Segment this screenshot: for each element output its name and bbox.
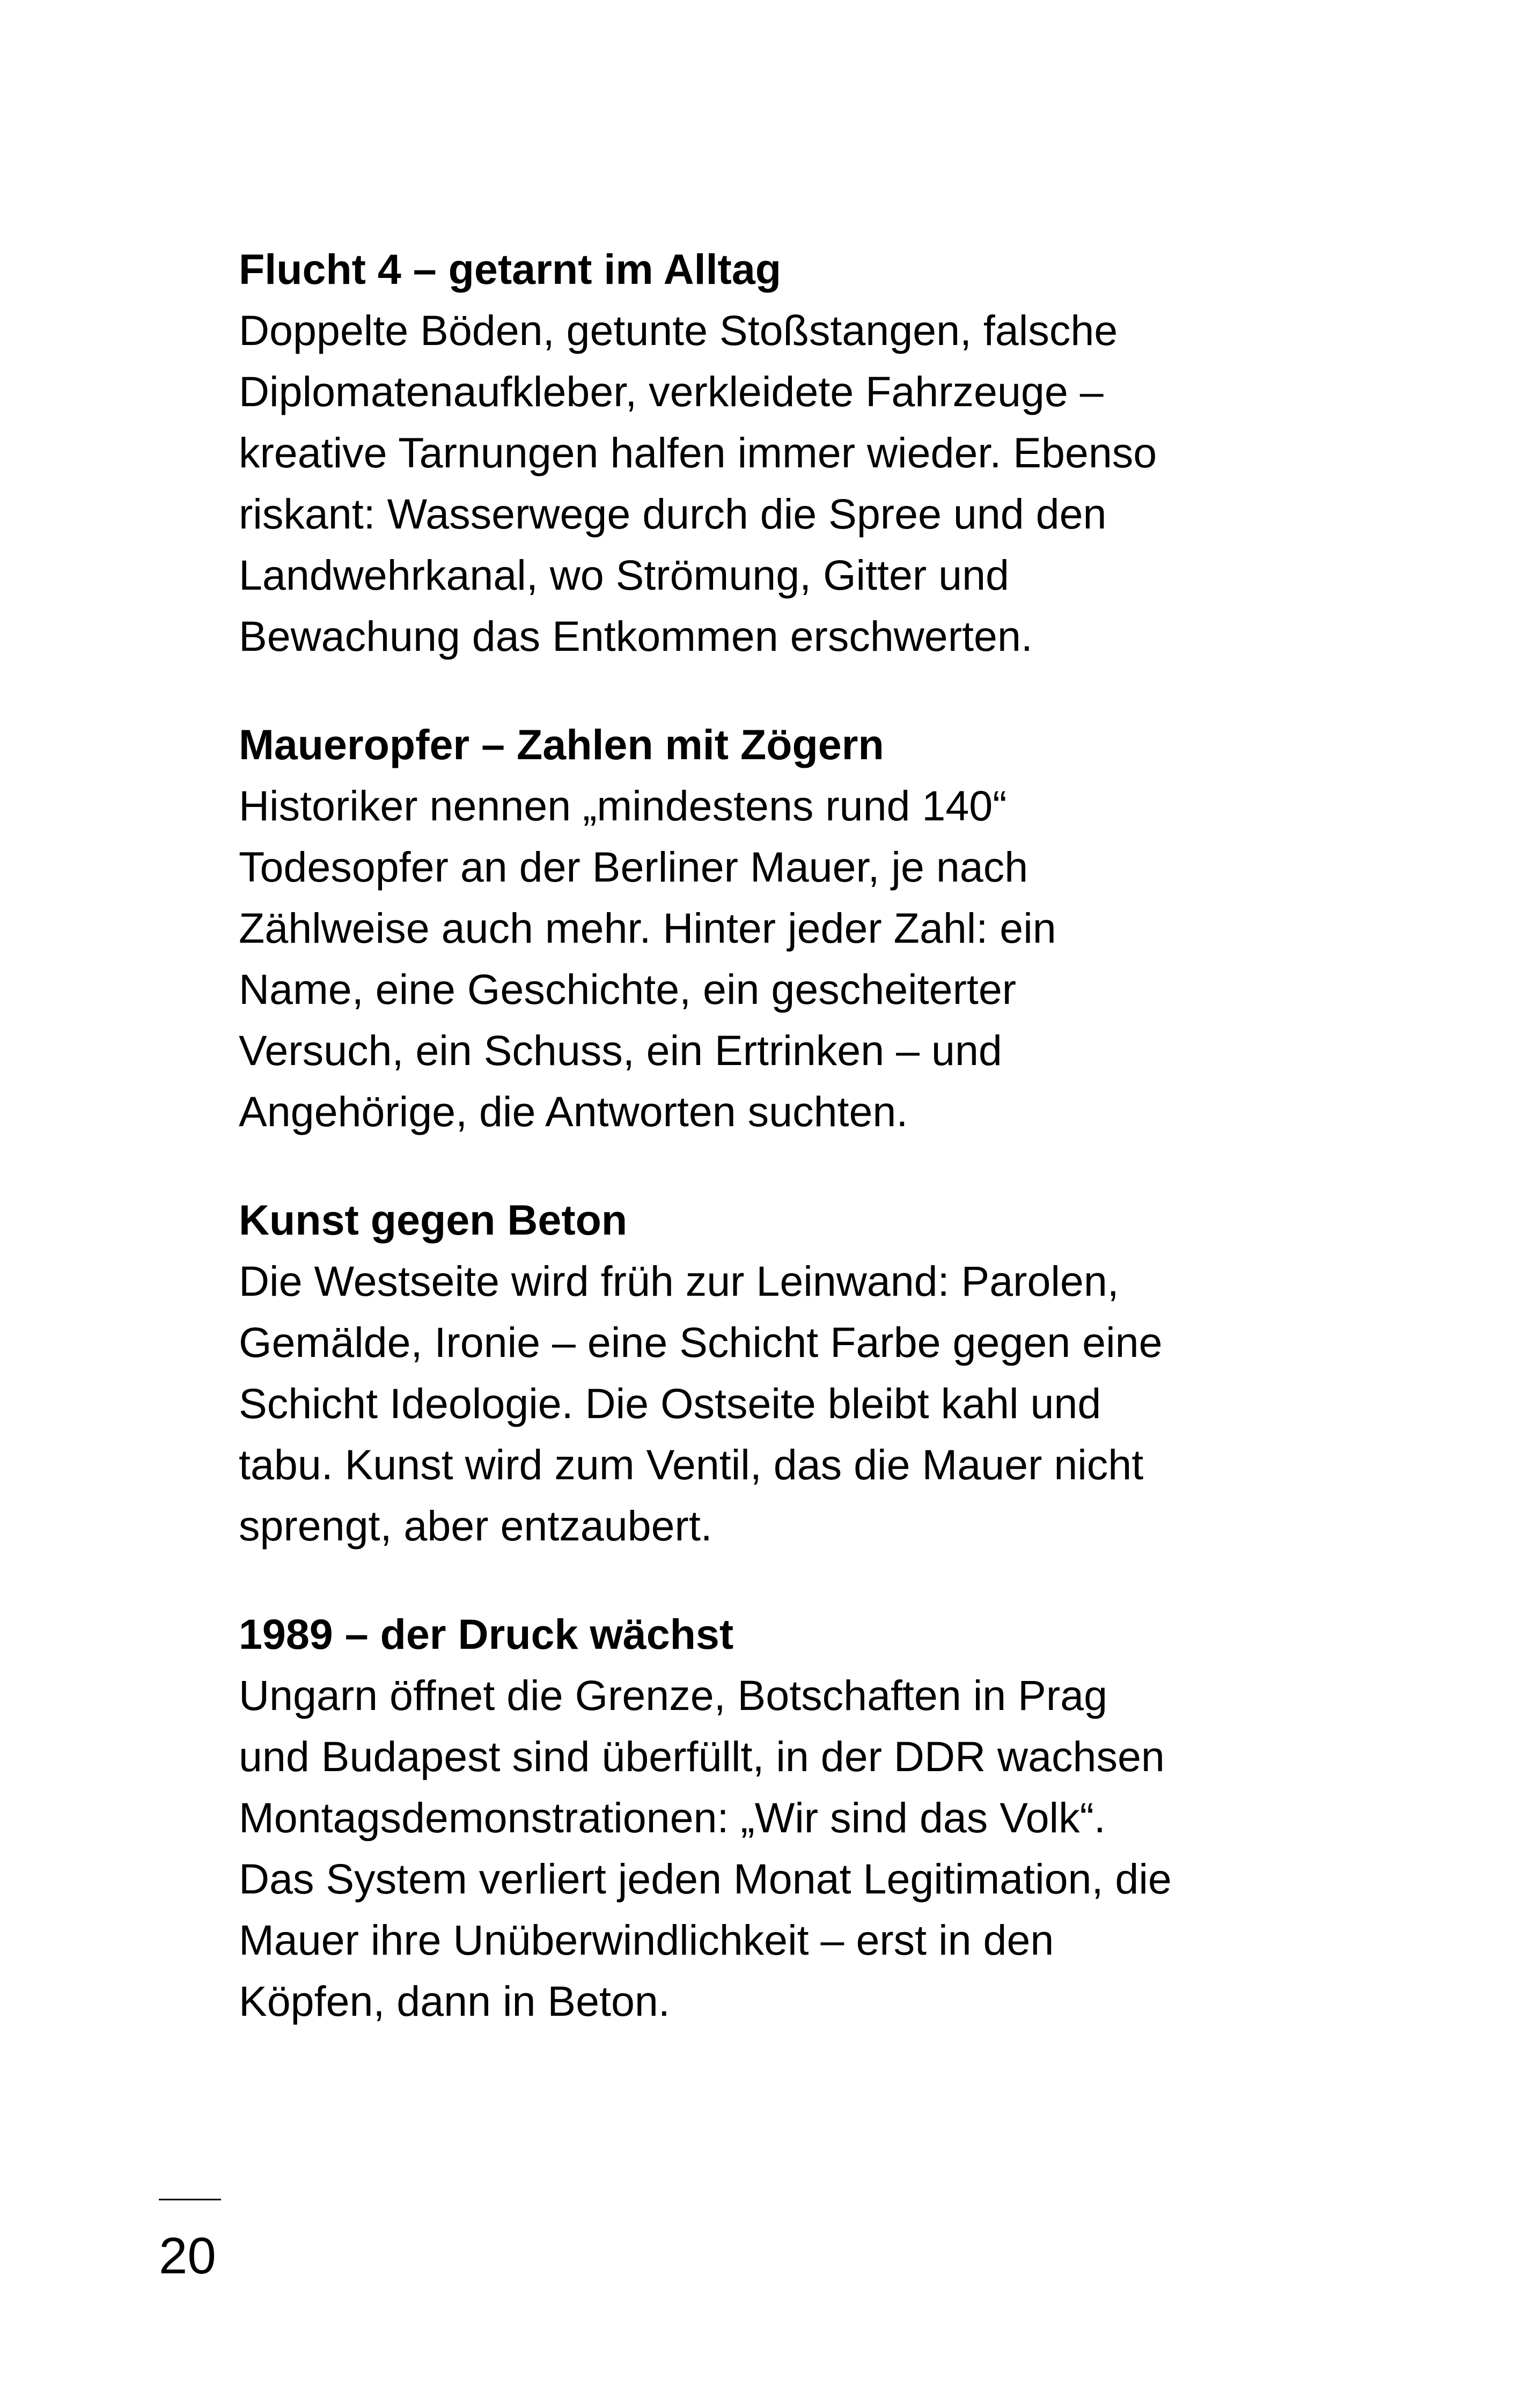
paragraph-line: Name, eine Geschichte, ein gescheiterter [239, 965, 1017, 1013]
footer-divider [159, 2199, 221, 2200]
paragraph-line: Angehörige, die Antworten suchten. [239, 1088, 908, 1135]
page-number: 20 [159, 2227, 216, 2285]
section-1989 [239, 1604, 1285, 2032]
section-heading: Maueropfer – Zahlen mit Zögern [239, 721, 884, 768]
section-flucht-4 [239, 239, 1285, 667]
paragraph-line: und Budapest sind überfüllt, in der DDR wachsen [239, 1732, 1165, 1780]
paragraph-line: Das System verliert jeden Monat Legitimation, die [239, 1855, 1172, 1903]
paragraph-line: Diplomatenaufkleber, verkleidete Fahrzeuge – [239, 368, 1104, 415]
section-maueropfer [239, 714, 1285, 1142]
paragraph-line: sprengt, aber entzaubert. [239, 1502, 712, 1550]
paragraph-line: Die Westseite wird früh zur Leinwand: Parolen, [239, 1257, 1119, 1305]
section-kunst-gegen-beton [239, 1190, 1285, 1557]
section-heading: Kunst gegen Beton [239, 1196, 628, 1244]
paragraph-line: Zählweise auch mehr. Hinter jeder Zahl: ein [239, 904, 1056, 952]
paragraph-line: Versuch, ein Schuss, ein Ertrinken – und [239, 1026, 1002, 1074]
paragraph-line: Schicht Ideologie. Die Ostseite bleibt kahl und [239, 1379, 1101, 1427]
paragraph-line: Köpfen, dann in Beton. [239, 1977, 670, 2025]
section-paragraph [239, 1251, 1285, 1557]
section-paragraph [239, 300, 1285, 667]
paragraph-line: Doppelte Böden, getunte Stoßstangen, falsche [239, 306, 1118, 354]
paragraph-line: Gemälde, Ironie – eine Schicht Farbe gegen eine [239, 1318, 1163, 1366]
paragraph-line: riskant: Wasserwege durch die Spree und den [239, 490, 1107, 538]
section-paragraph [239, 775, 1285, 1142]
paragraph-line: Montagsdemonstrationen: „Wir sind das Volk“. [239, 1794, 1106, 1841]
paragraph-line: Historiker nennen „mindestens rund 140“ [239, 782, 1007, 829]
paragraph-line: kreative Tarnungen halfen immer wieder. Ebenso [239, 429, 1157, 476]
paragraph-line: Todesopfer an der Berliner Mauer, je nach [239, 843, 1028, 891]
paragraph-line: Ungarn öffnet die Grenze, Botschaften in Prag [239, 1671, 1108, 1719]
paragraph-line: Landwehrkanal, wo Strömung, Gitter und [239, 551, 1009, 599]
section-heading: Flucht 4 – getarnt im Alltag [239, 245, 782, 293]
paragraph-line: Bewachung das Entkommen erschwerten. [239, 612, 1033, 660]
section-heading: 1989 – der Druck wächst [239, 1610, 734, 1658]
section-paragraph [239, 1665, 1285, 2032]
paragraph-line: tabu. Kunst wird zum Ventil, das die Mauer nicht [239, 1441, 1144, 1488]
page-content [239, 239, 1285, 2079]
paragraph-line: Mauer ihre Unüberwindlichkeit – erst in den [239, 1916, 1054, 1964]
